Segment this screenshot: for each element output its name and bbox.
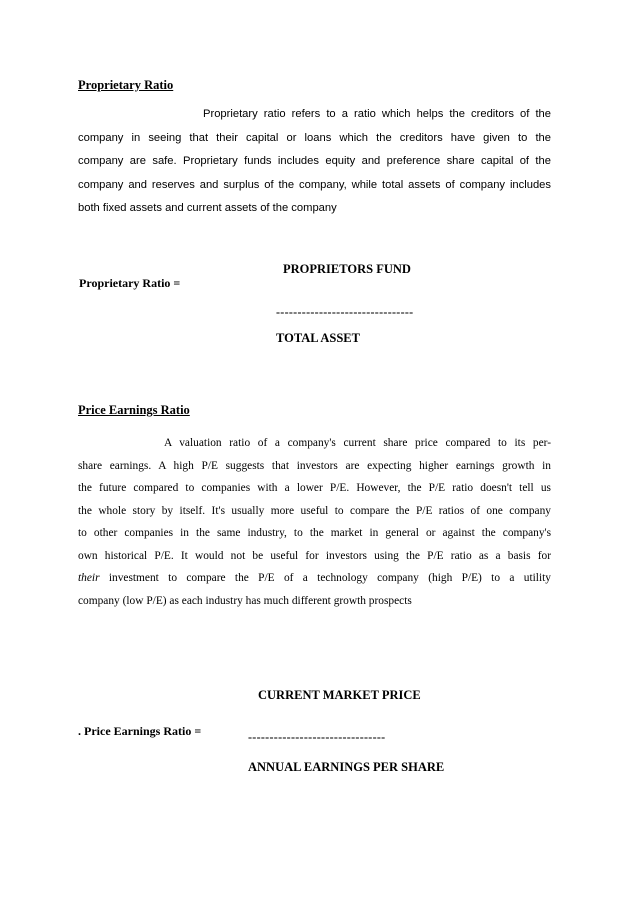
price-earnings-formula-denominator: ANNUAL EARNINGS PER SHARE [248, 760, 445, 774]
paragraph-line: both fixed assets and current assets of the company [78, 202, 337, 214]
paragraph-line: company are safe. Proprietary funds includes equity and preference share capital of the [78, 155, 551, 167]
italic-word: their [78, 572, 100, 584]
paragraph-line: company in seeing that their capital or loans which the creditors have given to the [78, 131, 551, 144]
paragraph-line: the future compared to companies with a lower P/E. However, the P/E ratio doesn't tell us [78, 482, 551, 494]
price-earnings-formula-divider: -------------------------------- [248, 730, 386, 744]
price-earnings-ratio-heading: Price Earnings Ratio [78, 403, 190, 417]
paragraph-line: Proprietary ratio refers to a ratio which helps the creditors of the [203, 108, 551, 120]
paragraph-line: company (low P/E) as each industry has much different growth prospects [78, 594, 412, 607]
paragraph-line: to other companies in the same industry, to the market in general or against the company's [78, 527, 551, 539]
paragraph-line [78, 567, 551, 590]
price-earnings-ratio-paragraph [78, 432, 551, 612]
paragraph-line: A valuation ratio of a company's current share price compared to its per- [164, 437, 551, 449]
proprietary-formula-label: Proprietary Ratio = [79, 276, 181, 290]
proprietary-ratio-heading: Proprietary Ratio [78, 78, 174, 92]
paragraph-line: the whole story by itself. It's usually more useful to compare the P/E ratios of one company [78, 504, 551, 517]
paragraph-line: own historical P/E. It would not be useful for investors using the P/E ratio as a basis for [78, 549, 551, 562]
paragraph-line-rest: investment to compare the P/E of a technology company (high P/E) to a utility [99, 572, 551, 584]
paragraph-line: share earnings. A high P/E suggests that investors are expecting higher earnings growth in [78, 459, 551, 472]
proprietary-formula-numerator: PROPRIETORS FUND [283, 262, 411, 276]
proprietary-formula-divider: -------------------------------- [276, 305, 414, 319]
proprietary-formula-denominator: TOTAL ASSET [276, 331, 360, 345]
paragraph-line: company and reserves and surplus of the company, while total assets of company includes [78, 178, 551, 191]
price-earnings-formula-numerator: CURRENT MARKET PRICE [258, 688, 421, 702]
price-earnings-formula-label: . Price Earnings Ratio = [78, 724, 202, 738]
proprietary-ratio-paragraph [78, 103, 551, 221]
